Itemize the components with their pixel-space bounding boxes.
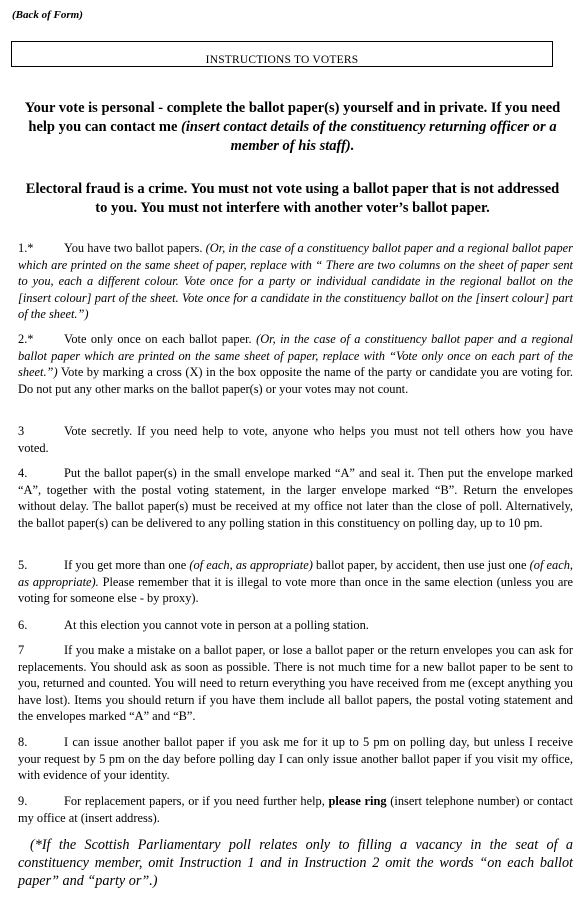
footnote-text: (*If the Scottish Parliamentary poll relates only to filling a vacancy in the seat of a constituency member, omit Instruction 1 and in Instruction 2 omit the words “on each ballot paper” and “party or”.) — [18, 837, 573, 889]
footnote — [18, 836, 573, 890]
instruction-text: Vote secretly. If you need help to vote, anyone who helps you must not tell others how you have voted. — [18, 424, 573, 455]
instruction-9 — [18, 793, 573, 826]
instruction-alt-text: (Or, in the case of a constituency ballot paper and a regional ballot paper which are printed on the same sheet of paper, replace with “ There are two columns on the sheet of paper sent to you, each a different colour. Vote once for a party or individual candidate in the regional ballot on the [insert colour] part of the sheet. Vote once for a candidate in the constituency ballot on the [insert colour] part of the sheet.”) — [18, 241, 573, 322]
instruction-text: Vote only once on each ballot paper. — [64, 332, 257, 346]
instruction-text-cont: ballot paper, by accident, then use just one — [312, 558, 530, 572]
instruction-text: You have two ballot papers. — [64, 241, 206, 255]
instruction-number: 2.* — [18, 332, 34, 346]
instruction-text-cont: Vote by marking a cross (X) in the box opposite the name of the party or candidate you are voting for. Do not put any other marks on the ballot paper(s) or your votes may not count. — [18, 365, 573, 396]
personal-vote-warning — [18, 99, 567, 156]
instruction-number: 9. — [18, 794, 28, 808]
instruction-text: If you make a mistake on a ballot paper, or lose a ballot paper or the return envelopes you can ask for replacements. You should ask as soon as possible. There is not much time for a new ballot paper to be sent to you, returned and counted. You will need to return everything you have received from me (except anything you have lost). Items you should return if you have them include all ballot papers, the postal voting statement and the envelopes marked “A” and “B”. — [18, 643, 573, 724]
instruction-3 — [18, 423, 573, 456]
contact-details-placeholder: (insert contact details of the constituency returning officer or a member of his staff). — [181, 119, 557, 154]
instruction-text: For replacement papers, or if you need further help, — [64, 794, 329, 808]
instruction-5 — [18, 557, 573, 607]
please-ring-emphasis: please ring — [328, 794, 387, 808]
instruction-6 — [18, 617, 573, 634]
instruction-number: 7 — [18, 643, 25, 657]
instruction-text-cont: (insert telephone number) or contact my office at (insert address). — [18, 794, 573, 825]
title-box — [11, 41, 553, 67]
instruction-1 — [18, 240, 573, 323]
instruction-alt-text: (Or, in the case of a constituency ballot paper and a regional ballot paper which are printed on the same sheet of paper, replace with “Vote only once on each part of the sheet.”) — [18, 332, 573, 380]
personal-vote-text: Your vote is personal - complete the ballot paper(s) yourself and in private. If you need help you can contact me — [24, 100, 561, 135]
instruction-text: I can issue another ballot paper if you ask me for it up to 5 pm on polling day, but unless I receive your request by 5 pm on the day before polling day I can only issue another ballot paper if you visit my office, with evidence of your identity. — [18, 735, 573, 783]
instruction-text: If you get more than one — [64, 558, 190, 572]
instruction-number: 3 — [18, 424, 25, 438]
page-title: INSTRUCTIONS TO VOTERS — [205, 54, 359, 66]
electoral-fraud-warning: Electoral fraud is a crime. You must not vote using a ballot paper that is not addressed to you. You must not interfere with another voter’s ballot paper. — [25, 181, 560, 216]
instruction-number: 1.* — [18, 241, 34, 255]
instruction-4 — [18, 465, 573, 531]
instruction-8 — [18, 734, 573, 784]
instruction-2 — [18, 331, 573, 397]
instruction-text: At this election you cannot vote in person at a polling station. — [64, 618, 369, 632]
instruction-text: Put the ballot paper(s) in the small envelope marked “A” and seal it. Then put the envelope marked “A”, together with the postal voting statement, in the larger envelope marked “B”. Return the envelopes without delay. The ballot paper(s) must be received at my office not later than the close of poll. Alternatively, the ballot paper(s) can be delivered to any polling station in this constituency on polling day, up to 10 pm. — [18, 466, 573, 530]
back-of-form-label: (Back of Form) — [12, 9, 83, 21]
instruction-number: 5. — [18, 558, 28, 572]
instruction-number: 6. — [18, 618, 28, 632]
instruction-text-cont-2: Please remember that it is illegal to vote more than once in the same election (unless you are voting for someone else - by proxy). — [18, 574, 573, 606]
instruction-number: 8. — [18, 735, 28, 749]
instruction-number: 4. — [18, 466, 28, 480]
instruction-alt-text: (of each, as appropriate) — [189, 558, 313, 572]
instruction-alt-text-2: (of each, as appropriate). — [18, 558, 573, 589]
instruction-7 — [18, 642, 573, 725]
